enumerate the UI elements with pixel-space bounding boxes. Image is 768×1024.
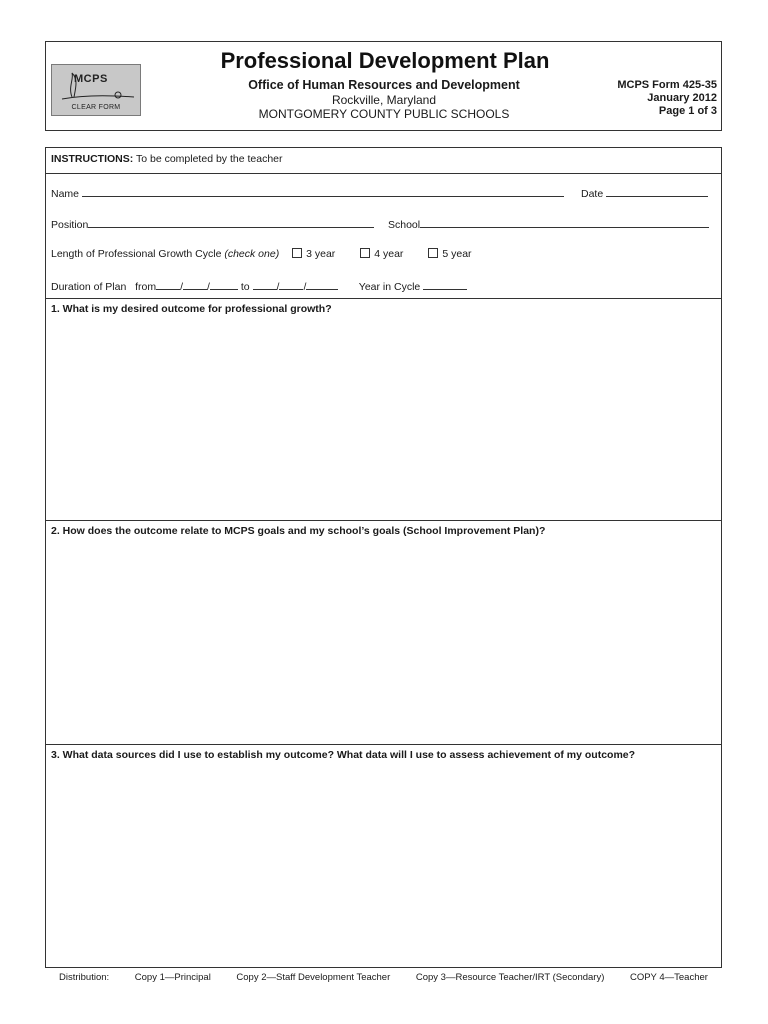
question-1-answer[interactable] <box>51 319 716 516</box>
position-label: Position <box>51 219 89 231</box>
from-day-field[interactable] <box>183 279 207 290</box>
school-field[interactable] <box>420 217 709 228</box>
date-label: Date <box>581 188 604 200</box>
question-3-label: 3. What data sources did I use to establish my outcome? What data will I use to assess achievement of my outcome? <box>51 749 636 761</box>
form-date: January 2012 <box>647 92 717 104</box>
copy-4: COPY 4—Teacher <box>629 972 708 983</box>
distribution-label: Distribution: <box>59 972 110 983</box>
instructions-label: INSTRUCTIONS: <box>51 153 134 165</box>
position-field[interactable] <box>88 217 374 228</box>
question-3-box <box>45 744 722 967</box>
copy-1: Copy 1—Principal <box>134 972 211 983</box>
cycle-row <box>51 248 472 260</box>
cycle-option-label: 5 year <box>442 248 472 260</box>
duration-row: Duration of Plan from / / to / / Year in Cycle <box>51 279 467 293</box>
question-2-label: 2. How does the outcome relate to MCPS goals and my school’s goals (School Improvement Plan)? <box>51 525 546 537</box>
form-meta <box>617 79 717 118</box>
cycle-5-year-checkbox[interactable] <box>428 248 438 258</box>
instructions-text: To be completed by the teacher <box>135 153 283 165</box>
school-row <box>388 217 709 231</box>
page-number: Page 1 of 3 <box>658 105 717 117</box>
to-year-field[interactable] <box>306 279 338 290</box>
from-year-field[interactable] <box>210 279 238 290</box>
school-label: School <box>388 219 421 231</box>
district-name: MONTGOMERY COUNTY PUBLIC SCHOOLS <box>258 107 510 121</box>
position-row <box>51 217 374 231</box>
clear-form-button[interactable] <box>51 64 141 116</box>
year-in-cycle-field[interactable] <box>423 279 467 290</box>
year-in-cycle-label: Year in Cycle <box>358 281 421 293</box>
cycle-label: Length of Professional Growth Cycle <box>51 248 222 260</box>
page-title: Professional Development Plan <box>220 48 550 73</box>
to-month-field[interactable] <box>253 279 277 290</box>
from-month-field[interactable] <box>156 279 180 290</box>
distribution-footer <box>45 972 722 983</box>
question-3-answer[interactable] <box>51 765 716 963</box>
name-row <box>51 186 564 200</box>
copy-3: Copy 3—Resource Teacher/IRT (Secondary) <box>415 972 605 983</box>
clear-form-label: CLEAR FORM <box>71 104 121 111</box>
cycle-4-year-checkbox[interactable] <box>360 248 370 258</box>
name-field[interactable] <box>82 186 564 197</box>
to-label: to <box>240 281 250 293</box>
date-field[interactable] <box>606 186 708 197</box>
cycle-option-label: 4 year <box>374 248 404 260</box>
cycle-hint: (check one) <box>224 248 280 260</box>
logo-text: MCPS <box>74 73 108 85</box>
date-row <box>581 186 708 200</box>
to-day-field[interactable] <box>279 279 303 290</box>
name-label: Name <box>51 188 80 200</box>
form-number: MCPS Form 425-35 <box>617 79 717 91</box>
cycle-option-label: 3 year <box>306 248 336 260</box>
office-name: Office of Human Resources and Development <box>248 78 520 92</box>
question-2-box <box>45 520 722 744</box>
from-label: from <box>135 281 157 293</box>
instructions-row <box>45 147 722 174</box>
question-2-answer[interactable] <box>51 541 716 740</box>
copy-2: Copy 2—Staff Development Teacher <box>236 972 391 983</box>
duration-label: Duration of Plan <box>51 281 127 293</box>
question-1-box <box>45 298 722 520</box>
question-1-label: 1. What is my desired outcome for professional growth? <box>51 303 332 315</box>
city: Rockville, Maryland <box>331 93 437 107</box>
cycle-3-year-checkbox[interactable] <box>292 248 302 258</box>
